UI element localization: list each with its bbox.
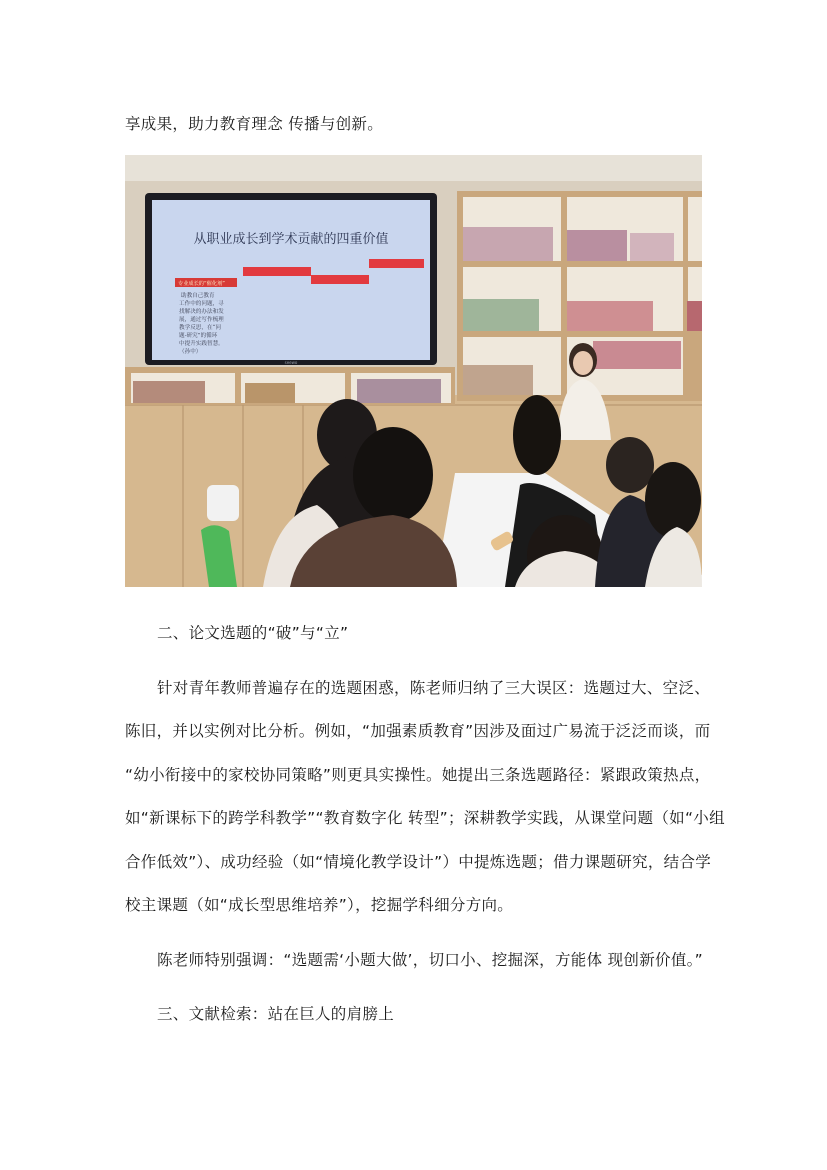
slide-body-line: 工作中的问题，寻 [179, 301, 224, 307]
slide-body-line: 中提升实践智慧。 [179, 341, 224, 347]
quote-line: 陈老师特别强调：“选题需‘小题大做’，切口小、挖掘深，方能体 现创新价值。” [157, 951, 703, 969]
section-3-heading: 三、文献检索：站在巨人的肩膀上 [157, 1005, 395, 1023]
monitor-brand: seewo [284, 360, 298, 365]
section-2-heading: 二、论文选题的“破”与“立” [157, 624, 349, 642]
slide-title: 从职业成长到学术贡献的四重价值 [193, 232, 389, 247]
intro-fragment: 享成果，助力教育理念 传播与创新。 [125, 115, 384, 133]
slide-body-line: （孙中） [179, 349, 202, 355]
section-2-paragraph-line: 针对青年教师普遍存在的选题困惑，陈老师归纳了三大误区：选题过大、空泛、 [157, 679, 711, 697]
section-2-paragraph-line: “幼小衔接中的家校协同策略”则更具实操性。她提出三条选题路径：紧跟政策热点， [125, 766, 711, 784]
slide-body-line: 助教自己教育 [181, 293, 215, 299]
section-2-paragraph-line: 校主课题（如“成长型思维培养”），挖掘学科细分方向。 [125, 896, 514, 914]
slide-badge: 专业成长的“催化剂” [178, 281, 225, 287]
slide-body-line: 题-研究”的循环 [179, 333, 218, 339]
section-2-paragraph-line: 如“新课标下的跨学科教学”“教育数字化 转型”；深耕教学实践，从课堂问题（如“小组 [125, 809, 725, 827]
section-2-paragraph-line: 陈旧，并以实例对比分析。例如，“加强素质教育”因涉及面过广易流于泛泛而谈，而 [125, 722, 711, 740]
slide-body-line: 展，通过写作梳理 [179, 317, 224, 323]
classroom-photo [125, 155, 702, 587]
slide-body-line: 教学反思，在“问 [179, 325, 222, 331]
slide-body-line: 找解决的办法和发 [179, 309, 224, 315]
section-2-paragraph-line: 合作低效”）、成功经验（如“情境化教学设计”）中提炼选题；借力课题研究，结合学 [125, 853, 712, 871]
